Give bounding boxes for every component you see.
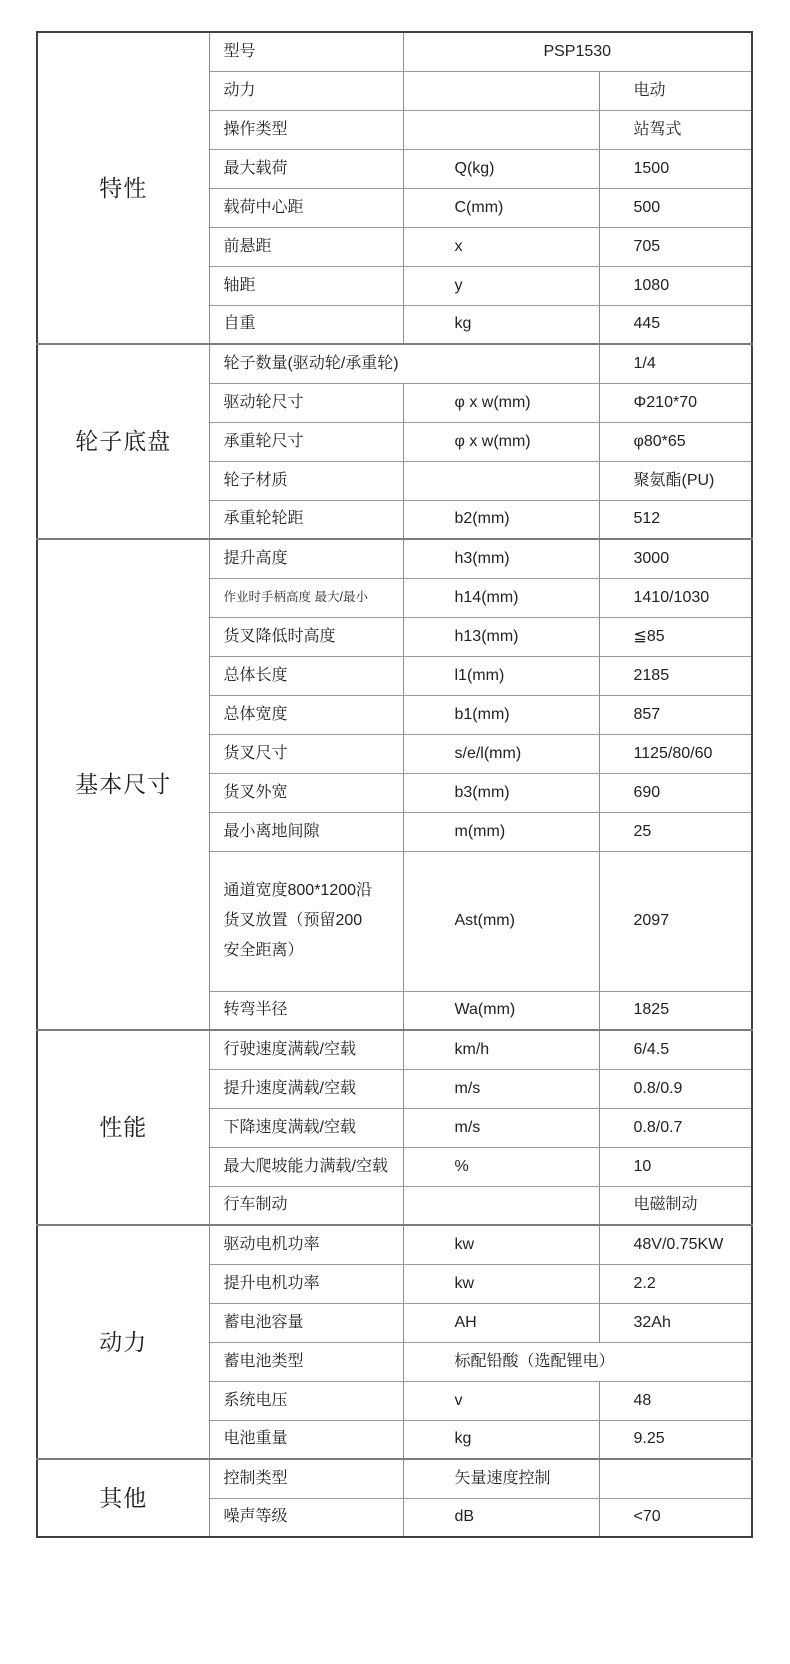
spec-unit: kw (403, 1264, 599, 1303)
spec-row (37, 539, 752, 578)
spec-unit: b2(mm) (403, 500, 599, 539)
spec-unit (403, 1186, 599, 1225)
spec-unit: kg (403, 1420, 599, 1459)
spec-unit: v (403, 1381, 599, 1420)
spec-label (209, 851, 403, 991)
spec-unit: φ x w(mm) (403, 422, 599, 461)
spec-label-text: 通道宽度800*1200沿货叉放置（预留200安全距离） (223, 882, 373, 959)
spec-value: 25 (599, 812, 752, 851)
spec-label: 轮子材质 (209, 461, 403, 500)
spec-label: 操作类型 (209, 110, 403, 149)
spec-value: 48V/0.75KW (599, 1225, 752, 1264)
spec-label: 货叉降低时高度 (209, 617, 403, 656)
spec-label: 自重 (209, 305, 403, 344)
spec-value: 32Ah (599, 1303, 752, 1342)
spec-value: 445 (599, 305, 752, 344)
spec-label: 行车制动 (209, 1186, 403, 1225)
spec-row (37, 1459, 752, 1498)
spec-value: 1410/1030 (599, 578, 752, 617)
spec-value: 3000 (599, 539, 752, 578)
spec-label: 轴距 (209, 266, 403, 305)
spec-label: 载荷中心距 (209, 188, 403, 227)
spec-unit: Wa(mm) (403, 991, 599, 1030)
spec-value: 2097 (599, 851, 752, 991)
spec-unit: m/s (403, 1069, 599, 1108)
spec-label: 提升速度满载/空载 (209, 1069, 403, 1108)
category-cell: 动力 (37, 1225, 209, 1459)
spec-unit: Q(kg) (403, 149, 599, 188)
spec-value: PSP1530 (403, 32, 752, 71)
category-cell: 特性 (37, 32, 209, 344)
spec-unit (403, 110, 599, 149)
spec-label: 蓄电池容量 (209, 1303, 403, 1342)
spec-value: 0.8/0.7 (599, 1108, 752, 1147)
category-cell: 轮子底盘 (37, 344, 209, 539)
spec-unit (403, 71, 599, 110)
spec-label: 蓄电池类型 (209, 1342, 403, 1381)
spec-unit: s/e/l(mm) (403, 734, 599, 773)
spec-label: 总体宽度 (209, 695, 403, 734)
spec-value: φ80*65 (599, 422, 752, 461)
spec-value: 1825 (599, 991, 752, 1030)
spec-label: 货叉尺寸 (209, 734, 403, 773)
spec-value: 690 (599, 773, 752, 812)
spec-label: 行驶速度满载/空载 (209, 1030, 403, 1069)
spec-unit (403, 461, 599, 500)
spec-value: 1500 (599, 149, 752, 188)
spec-unit: h3(mm) (403, 539, 599, 578)
spec-unit: h13(mm) (403, 617, 599, 656)
spec-unit: φ x w(mm) (403, 383, 599, 422)
spec-value: 1/4 (599, 344, 752, 383)
spec-label: 前悬距 (209, 227, 403, 266)
spec-unit: l1(mm) (403, 656, 599, 695)
spec-table (36, 31, 753, 1538)
spec-unit: b1(mm) (403, 695, 599, 734)
spec-value: 2185 (599, 656, 752, 695)
spec-unit: dB (403, 1498, 599, 1537)
spec-value (599, 1459, 752, 1498)
spec-unit: h14(mm) (403, 578, 599, 617)
category-cell: 其他 (37, 1459, 209, 1537)
spec-label: 型号 (209, 32, 403, 71)
spec-value: ≦85 (599, 617, 752, 656)
spec-value: 站驾式 (599, 110, 752, 149)
spec-row (37, 344, 752, 383)
spec-value: 1125/80/60 (599, 734, 752, 773)
spec-label: 转弯半径 (209, 991, 403, 1030)
spec-unit: kg (403, 305, 599, 344)
category-cell: 性能 (37, 1030, 209, 1225)
spec-value: 聚氨酯(PU) (599, 461, 752, 500)
spec-value: 48 (599, 1381, 752, 1420)
spec-label: 电池重量 (209, 1420, 403, 1459)
spec-label: 下降速度满载/空载 (209, 1108, 403, 1147)
spec-value: 6/4.5 (599, 1030, 752, 1069)
spec-value: <70 (599, 1498, 752, 1537)
spec-value: 电动 (599, 71, 752, 110)
spec-unit: C(mm) (403, 188, 599, 227)
spec-unit: m(mm) (403, 812, 599, 851)
spec-value: 10 (599, 1147, 752, 1186)
spec-unit: 标配铅酸（选配锂电） (403, 1342, 752, 1381)
spec-row (37, 32, 752, 71)
spec-value: Φ210*70 (599, 383, 752, 422)
spec-label: 总体长度 (209, 656, 403, 695)
spec-label: 承重轮轮距 (209, 500, 403, 539)
spec-label: 货叉外宽 (209, 773, 403, 812)
spec-value: 0.8/0.9 (599, 1069, 752, 1108)
spec-value: 500 (599, 188, 752, 227)
spec-label: 动力 (209, 71, 403, 110)
spec-label: 承重轮尺寸 (209, 422, 403, 461)
spec-label: 轮子数量(驱动轮/承重轮) (209, 344, 599, 383)
spec-value: 705 (599, 227, 752, 266)
spec-unit: AH (403, 1303, 599, 1342)
spec-label: 最小离地间隙 (209, 812, 403, 851)
spec-unit: kw (403, 1225, 599, 1264)
spec-unit: Ast(mm) (403, 851, 599, 991)
spec-row (37, 1030, 752, 1069)
spec-label: 最大爬坡能力满载/空载 (209, 1147, 403, 1186)
spec-label: 提升电机功率 (209, 1264, 403, 1303)
spec-unit: x (403, 227, 599, 266)
spec-label: 提升高度 (209, 539, 403, 578)
spec-row (37, 1225, 752, 1264)
spec-value: 857 (599, 695, 752, 734)
spec-label: 驱动电机功率 (209, 1225, 403, 1264)
spec-unit: 矢量速度控制 (403, 1459, 599, 1498)
spec-label: 最大载荷 (209, 149, 403, 188)
spec-value: 2.2 (599, 1264, 752, 1303)
spec-label: 系统电压 (209, 1381, 403, 1420)
spec-unit: km/h (403, 1030, 599, 1069)
spec-label: 控制类型 (209, 1459, 403, 1498)
spec-unit: y (403, 266, 599, 305)
spec-unit: % (403, 1147, 599, 1186)
spec-value: 1080 (599, 266, 752, 305)
category-cell: 基本尺寸 (37, 539, 209, 1030)
spec-value: 512 (599, 500, 752, 539)
spec-value: 电磁制动 (599, 1186, 752, 1225)
spec-unit: m/s (403, 1108, 599, 1147)
spec-label: 驱动轮尺寸 (209, 383, 403, 422)
spec-label: 噪声等级 (209, 1498, 403, 1537)
spec-label: 作业时手柄高度 最大/最小 (209, 578, 403, 617)
spec-value: 9.25 (599, 1420, 752, 1459)
spec-unit: b3(mm) (403, 773, 599, 812)
